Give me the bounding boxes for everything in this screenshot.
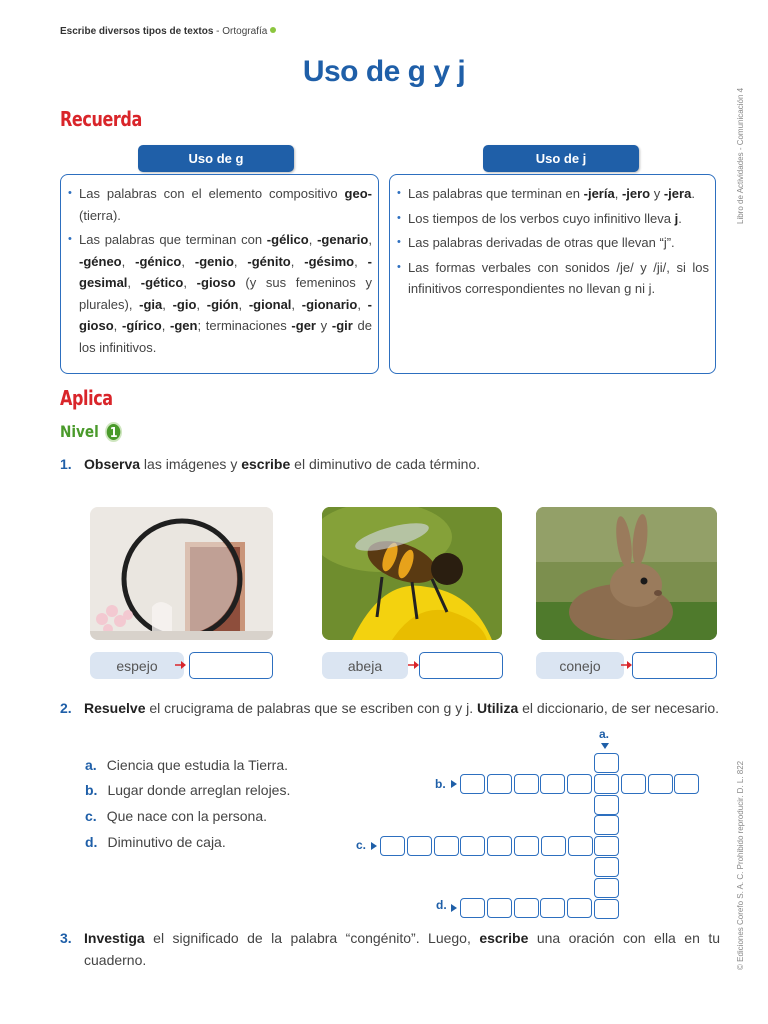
bold-text: Observa: [84, 456, 141, 472]
header-sub: Ortografía: [222, 26, 268, 37]
text-run: ,: [354, 253, 368, 269]
side-note-copyright: © Ediciones Corefo S. A. C. Prohibido reproducir. D. L. 822: [736, 760, 745, 970]
crossword-cell-c[interactable]: [541, 836, 566, 856]
answer-box-espejo[interactable]: [189, 652, 273, 679]
crossword-cell-b[interactable]: [460, 774, 485, 794]
text-run: ,: [357, 296, 368, 312]
crossword-label-c: c.: [356, 838, 367, 852]
crossword-cell-d[interactable]: [460, 898, 485, 918]
text-run: ,: [113, 318, 122, 333]
crossword-cell-c[interactable]: [407, 836, 432, 856]
bold-text: -géneo: [79, 253, 122, 269]
text-run: Las formas verbales con sonidos /je/ y /ji/, si los infinitivos correspondientes no llevan g ni j.: [408, 259, 709, 296]
crossword-cell-c[interactable]: [434, 836, 459, 856]
text-run: ,: [308, 232, 318, 247]
rule-item: [396, 232, 709, 254]
crossword-cell-c[interactable]: [487, 836, 512, 856]
text-run: ,: [614, 186, 622, 201]
bold-text: -gen: [170, 318, 198, 333]
text-run: el diminutivo de cada término.: [290, 456, 481, 472]
clue-a: a. Ciencia que estudia la Tierra.: [85, 757, 289, 773]
uso-g-box: [60, 174, 379, 374]
recuerda-heading: Recuerda: [60, 107, 142, 131]
bold-text: -gio: [172, 296, 197, 312]
rule-item: [67, 183, 372, 226]
bold-text: -gesimal: [79, 253, 372, 290]
clue-c: c. Que nace con la persona.: [85, 808, 268, 824]
question-number: 3.: [60, 930, 72, 946]
text-run: el crucigrama de palabras que se escriben con g y j.: [145, 700, 477, 716]
uso-j-list: [396, 183, 709, 300]
arrow-right-icon: [451, 780, 457, 788]
text-run: ,: [121, 253, 136, 269]
aplica-heading: Aplica: [60, 386, 113, 410]
uso-g-label: Uso de g: [138, 145, 294, 172]
green-dot-icon: [270, 27, 276, 33]
bold-text: geo-: [344, 186, 372, 201]
crossword-cell-c[interactable]: [460, 836, 485, 856]
text-run: una oración con ella en tu cuaderno.: [84, 930, 720, 968]
text-run: y: [315, 318, 332, 333]
crossword-cell-d[interactable]: [487, 898, 512, 918]
nivel-label: [60, 422, 122, 442]
bold-text: Utiliza: [477, 700, 519, 716]
answer-box-conejo[interactable]: [632, 652, 717, 679]
text-run: ,: [162, 296, 173, 312]
rule-item: [396, 257, 709, 300]
crossword-cell-c[interactable]: [514, 836, 539, 856]
crossword-cell-b[interactable]: [487, 774, 512, 794]
text-run: Las palabras que terminan en: [408, 186, 584, 201]
bold-text: -gético: [140, 275, 184, 290]
crossword-cell-b[interactable]: [540, 774, 565, 794]
mirror-photo: [90, 507, 273, 640]
crossword-cell-b[interactable]: [621, 774, 646, 794]
uso-g-list: [67, 183, 372, 358]
text-run: ,: [183, 275, 197, 290]
text-run: y: [650, 186, 664, 201]
bold-text: -genario: [317, 232, 369, 247]
rule-item: [396, 208, 709, 230]
uso-j-box: [389, 174, 716, 374]
rule-item: [396, 183, 709, 205]
question-2-text: [60, 697, 720, 719]
crossword-label-a: a.: [599, 727, 610, 741]
uso-j-label: Uso de j: [483, 145, 639, 172]
arrow-right-icon: [451, 904, 457, 912]
text-run: ,: [368, 232, 372, 247]
bold-text: -jería: [583, 186, 615, 201]
crossword-cell-a[interactable]: [594, 878, 619, 898]
nivel-text: Nivel: [60, 422, 99, 441]
bold-text: -génito: [247, 253, 291, 269]
bold-text: -gia: [139, 296, 163, 312]
bold-text: -genio: [194, 253, 234, 269]
clue-b: b. Lugar donde arreglan relojes.: [85, 782, 291, 798]
word-abeja: abeja: [322, 652, 408, 679]
bold-text: -jero: [621, 186, 651, 201]
question-3: [60, 927, 720, 971]
text-run: ,: [291, 296, 302, 312]
crossword-cell-a[interactable]: [594, 815, 619, 835]
crossword-cell-a[interactable]: [594, 836, 619, 856]
text-run: ; terminaciones: [197, 318, 292, 333]
word-espejo: espejo: [90, 652, 184, 679]
bold-text: -gión: [206, 296, 239, 312]
bold-text: -gionario: [301, 296, 358, 312]
crossword-cell-d[interactable]: [514, 898, 539, 918]
crossword-cell-d[interactable]: [567, 898, 592, 918]
bold-text: -gioso: [79, 296, 372, 333]
bold-text: escribe: [241, 456, 291, 472]
crossword-cell-c[interactable]: [568, 836, 593, 856]
nivel-number-badge: 1: [105, 422, 122, 442]
crossword-cell-a[interactable]: [594, 753, 619, 773]
text-run: Las palabras derivadas de otras que llevan “j”.: [408, 235, 675, 250]
page-title: Uso de g y j: [302, 55, 466, 88]
bold-text: -gírico: [121, 318, 162, 333]
bold-text: Investiga: [84, 930, 145, 946]
side-note-book: Libro de Actividades - Comunicación 4: [736, 87, 745, 224]
bold-text: j: [674, 210, 679, 226]
bold-text: -gional: [248, 296, 292, 312]
text-run: (tierra).: [79, 207, 121, 223]
text-run: ,: [161, 318, 171, 333]
clue-d: d. Diminutivo de caja.: [85, 834, 226, 850]
crossword-cell-b[interactable]: [648, 774, 673, 794]
word-conejo: conejo: [536, 652, 624, 679]
text-run: Los tiempos de los verbos cuyo infinitivo lleva: [408, 210, 675, 226]
text-run: el significado de la palabra “congénito”. Luego,: [144, 930, 480, 946]
question-3-text: [60, 927, 720, 971]
crossword-label-d: d.: [436, 898, 447, 912]
header-section: Escribe diversos tipos de textos: [60, 26, 214, 37]
crossword-cell-c[interactable]: [380, 836, 405, 856]
bold-text: -ger: [291, 318, 316, 333]
crossword-cell-a[interactable]: [594, 857, 619, 877]
arrow-right-icon: [371, 842, 377, 850]
question-1-text: [60, 453, 720, 475]
rule-item: [67, 229, 372, 358]
crossword-cell-a[interactable]: [594, 795, 619, 815]
text-run: Las palabras que terminan con: [79, 232, 267, 247]
text-run: ,: [181, 253, 195, 269]
text-run: Las palabras con el elemento compositivo: [79, 186, 345, 201]
crossword-cell-b[interactable]: [567, 774, 592, 794]
text-run: .: [691, 186, 695, 201]
bold-text: escribe: [479, 930, 529, 946]
text-run: (y sus femeninos y plurales),: [79, 275, 372, 312]
crossword-cell-b[interactable]: [514, 774, 539, 794]
bold-text: -gésimo: [304, 253, 355, 269]
crossword-cell-a[interactable]: [594, 774, 619, 794]
answer-box-abeja[interactable]: [419, 652, 503, 679]
bold-text: -gioso: [196, 275, 236, 290]
bold-text: -gélico: [266, 232, 309, 247]
question-2: [60, 697, 720, 719]
text-run: las imágenes y: [140, 456, 242, 472]
arrow-down-icon: [601, 743, 609, 749]
text-run: ,: [238, 296, 249, 312]
crossword-label-b: b.: [435, 777, 446, 791]
bold-text: -jera: [663, 186, 692, 201]
text-run: .: [678, 210, 682, 226]
crossword-cell-b[interactable]: [674, 774, 699, 794]
question-1: [60, 453, 720, 475]
rabbit-photo: [536, 507, 717, 640]
crossword-cell-d[interactable]: [540, 898, 565, 918]
text-run: ,: [233, 253, 248, 269]
question-number: 1.: [60, 456, 72, 472]
bold-text: -gir: [331, 318, 353, 333]
text-run: ,: [196, 296, 207, 312]
crossword-cell-a[interactable]: [594, 899, 619, 919]
text-run: de los infinitivos.: [79, 318, 372, 355]
text-run: el diccionario, de ser necesario.: [518, 700, 720, 716]
page-header: Escribe diversos tipos de textos - Ortografía: [60, 26, 276, 37]
text-run: ,: [127, 275, 141, 290]
bee-photo: [322, 507, 502, 640]
bold-text: Resuelve: [84, 700, 146, 716]
question-number: 2.: [60, 700, 72, 716]
text-run: ,: [290, 253, 305, 269]
arrow-right-icon: [175, 660, 187, 670]
bold-text: -génico: [135, 253, 182, 269]
